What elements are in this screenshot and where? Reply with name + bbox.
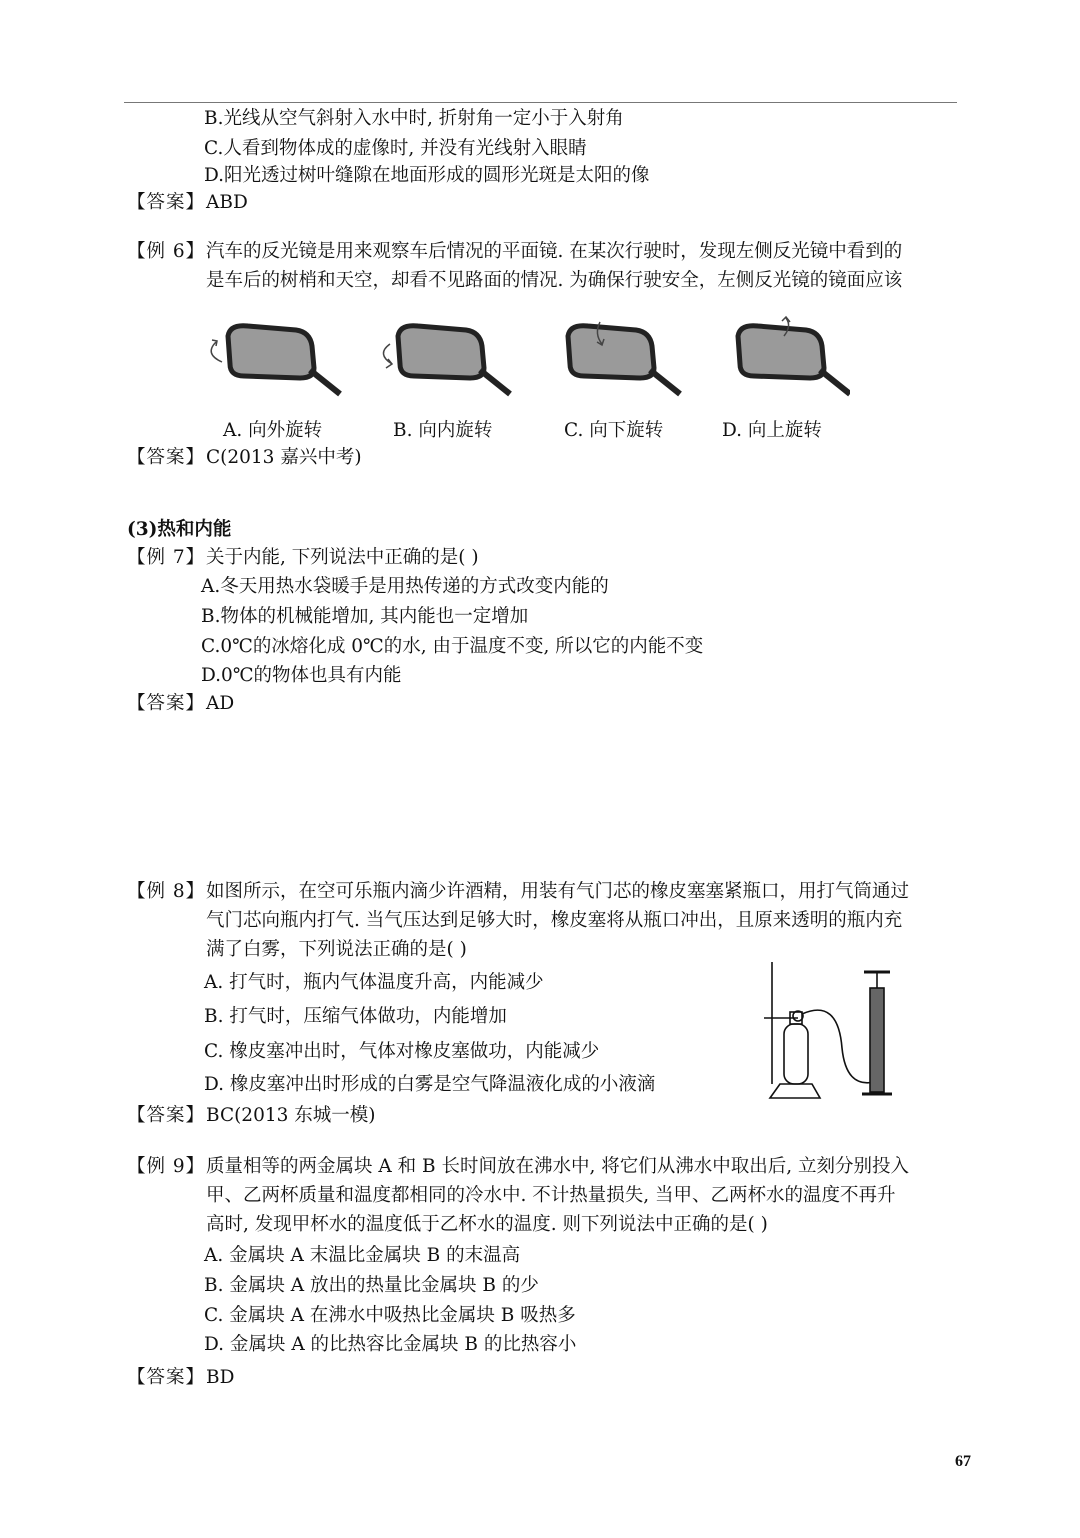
q5-option-b: B.光线从空气斜射入水中时, 折射角一定小于入射角 bbox=[204, 108, 624, 129]
mirror-b-figure bbox=[383, 326, 510, 394]
mirror-a-figure bbox=[211, 326, 340, 394]
bottle-pump-figure bbox=[758, 958, 904, 1102]
q6-text-line1: 汽车的反光镜是用来观察车后情况的平面镜. 在某次行驶时，发现左侧反光镜中看到的 bbox=[206, 241, 903, 262]
page-number: 67 bbox=[955, 1453, 971, 1470]
q6-choice-c: C. 向下旋转 bbox=[564, 420, 664, 441]
q8-option-c: C. 橡皮塞冲出时，气体对橡皮塞做功，内能减少 bbox=[204, 1041, 600, 1062]
q8-text-line3: 满了白雾，下列说法正确的是( ) bbox=[206, 939, 467, 960]
q8-answer: BC(2013 东城一模) bbox=[206, 1105, 376, 1126]
q6-choice-d: D. 向上旋转 bbox=[722, 420, 822, 441]
q8-text-line2: 气门芯向瓶内打气. 当气压达到足够大时，橡皮塞将从瓶口冲出，且原来透明的瓶内充 bbox=[206, 910, 903, 931]
q5-answer-label: 【答案】 bbox=[127, 192, 206, 213]
q9-option-a: A. 金属块 A 末温比金属块 B 的末温高 bbox=[204, 1245, 521, 1266]
q8-option-d: D. 橡皮塞冲出时形成的白雾是空气降温液化成的小液滴 bbox=[204, 1074, 656, 1095]
q9-option-d: D. 金属块 A 的比热容比金属块 B 的比热容小 bbox=[204, 1334, 577, 1355]
q6-text-line2: 是车后的树梢和天空，却看不见路面的情况. 为确保行驶安全，左侧反光镜的镜面应该 bbox=[206, 270, 903, 291]
q7-option-a: A.冬天用热水袋暖手是用热传递的方式改变内能的 bbox=[201, 576, 609, 597]
q9-option-b: B. 金属块 A 放出的热量比金属块 B 的少 bbox=[204, 1275, 539, 1296]
section-title: (3)热和内能 bbox=[127, 519, 232, 540]
q9-text-line1: 质量相等的两金属块 A 和 B 长时间放在沸水中, 将它们从沸水中取出后, 立刻分别投入 bbox=[206, 1156, 910, 1177]
q6-answer-label: 【答案】 bbox=[127, 447, 206, 468]
q6-answer: C(2013 嘉兴中考) bbox=[206, 447, 362, 468]
q5-option-d: D.阳光透过树叶缝隙在地面形成的圆形光斑是太阳的像 bbox=[204, 165, 650, 186]
q9-answer-label: 【答案】 bbox=[127, 1367, 206, 1388]
q8-text-line1: 如图所示，在空可乐瓶内滴少许酒精，用装有气门芯的橡皮塞塞紧瓶口，用打气筒通过 bbox=[206, 881, 910, 902]
q7-answer-label: 【答案】 bbox=[127, 693, 206, 714]
q8-option-b: B. 打气时，压缩气体做功，内能增加 bbox=[204, 1006, 507, 1027]
q7-label: 【例 7】 bbox=[127, 547, 206, 568]
q6-choice-a: A. 向外旋转 bbox=[223, 420, 323, 441]
q6-label: 【例 6】 bbox=[127, 241, 206, 262]
q7-text: 关于内能, 下列说法中正确的是( ) bbox=[206, 547, 479, 568]
q5-option-c: C.人看到物体成的虚像时, 并没有光线射入眼睛 bbox=[204, 138, 587, 159]
q5-answer: ABD bbox=[206, 192, 248, 213]
q8-label: 【例 8】 bbox=[127, 881, 206, 902]
mirror-figures bbox=[200, 312, 850, 404]
q7-option-c: C.0℃的冰熔化成 0℃的水, 由于温度不变, 所以它的内能不变 bbox=[201, 636, 704, 657]
mirror-c-figure bbox=[568, 322, 680, 394]
q8-answer-label: 【答案】 bbox=[127, 1105, 206, 1126]
q9-text-line2: 甲、乙两杯质量和温度都相同的冷水中. 不计热量损失, 当甲、乙两杯水的温度不再升 bbox=[206, 1185, 896, 1206]
q8-option-a: A. 打气时，瓶内气体温度升高，内能减少 bbox=[204, 972, 544, 993]
q7-answer: AD bbox=[206, 693, 235, 714]
header-rule bbox=[124, 102, 957, 103]
q9-answer: BD bbox=[206, 1367, 235, 1388]
q9-text-line3: 高时, 发现甲杯水的温度低于乙杯水的温度. 则下列说法中正确的是( ) bbox=[206, 1214, 768, 1235]
mirror-d-figure bbox=[738, 317, 850, 394]
q9-option-c: C. 金属块 A 在沸水中吸热比金属块 B 吸热多 bbox=[204, 1305, 576, 1326]
q9-label: 【例 9】 bbox=[127, 1156, 206, 1177]
q6-choice-b: B. 向内旋转 bbox=[393, 420, 493, 441]
q7-option-b: B.物体的机械能增加, 其内能也一定增加 bbox=[201, 606, 529, 627]
q7-option-d: D.0℃的物体也具有内能 bbox=[201, 665, 402, 686]
